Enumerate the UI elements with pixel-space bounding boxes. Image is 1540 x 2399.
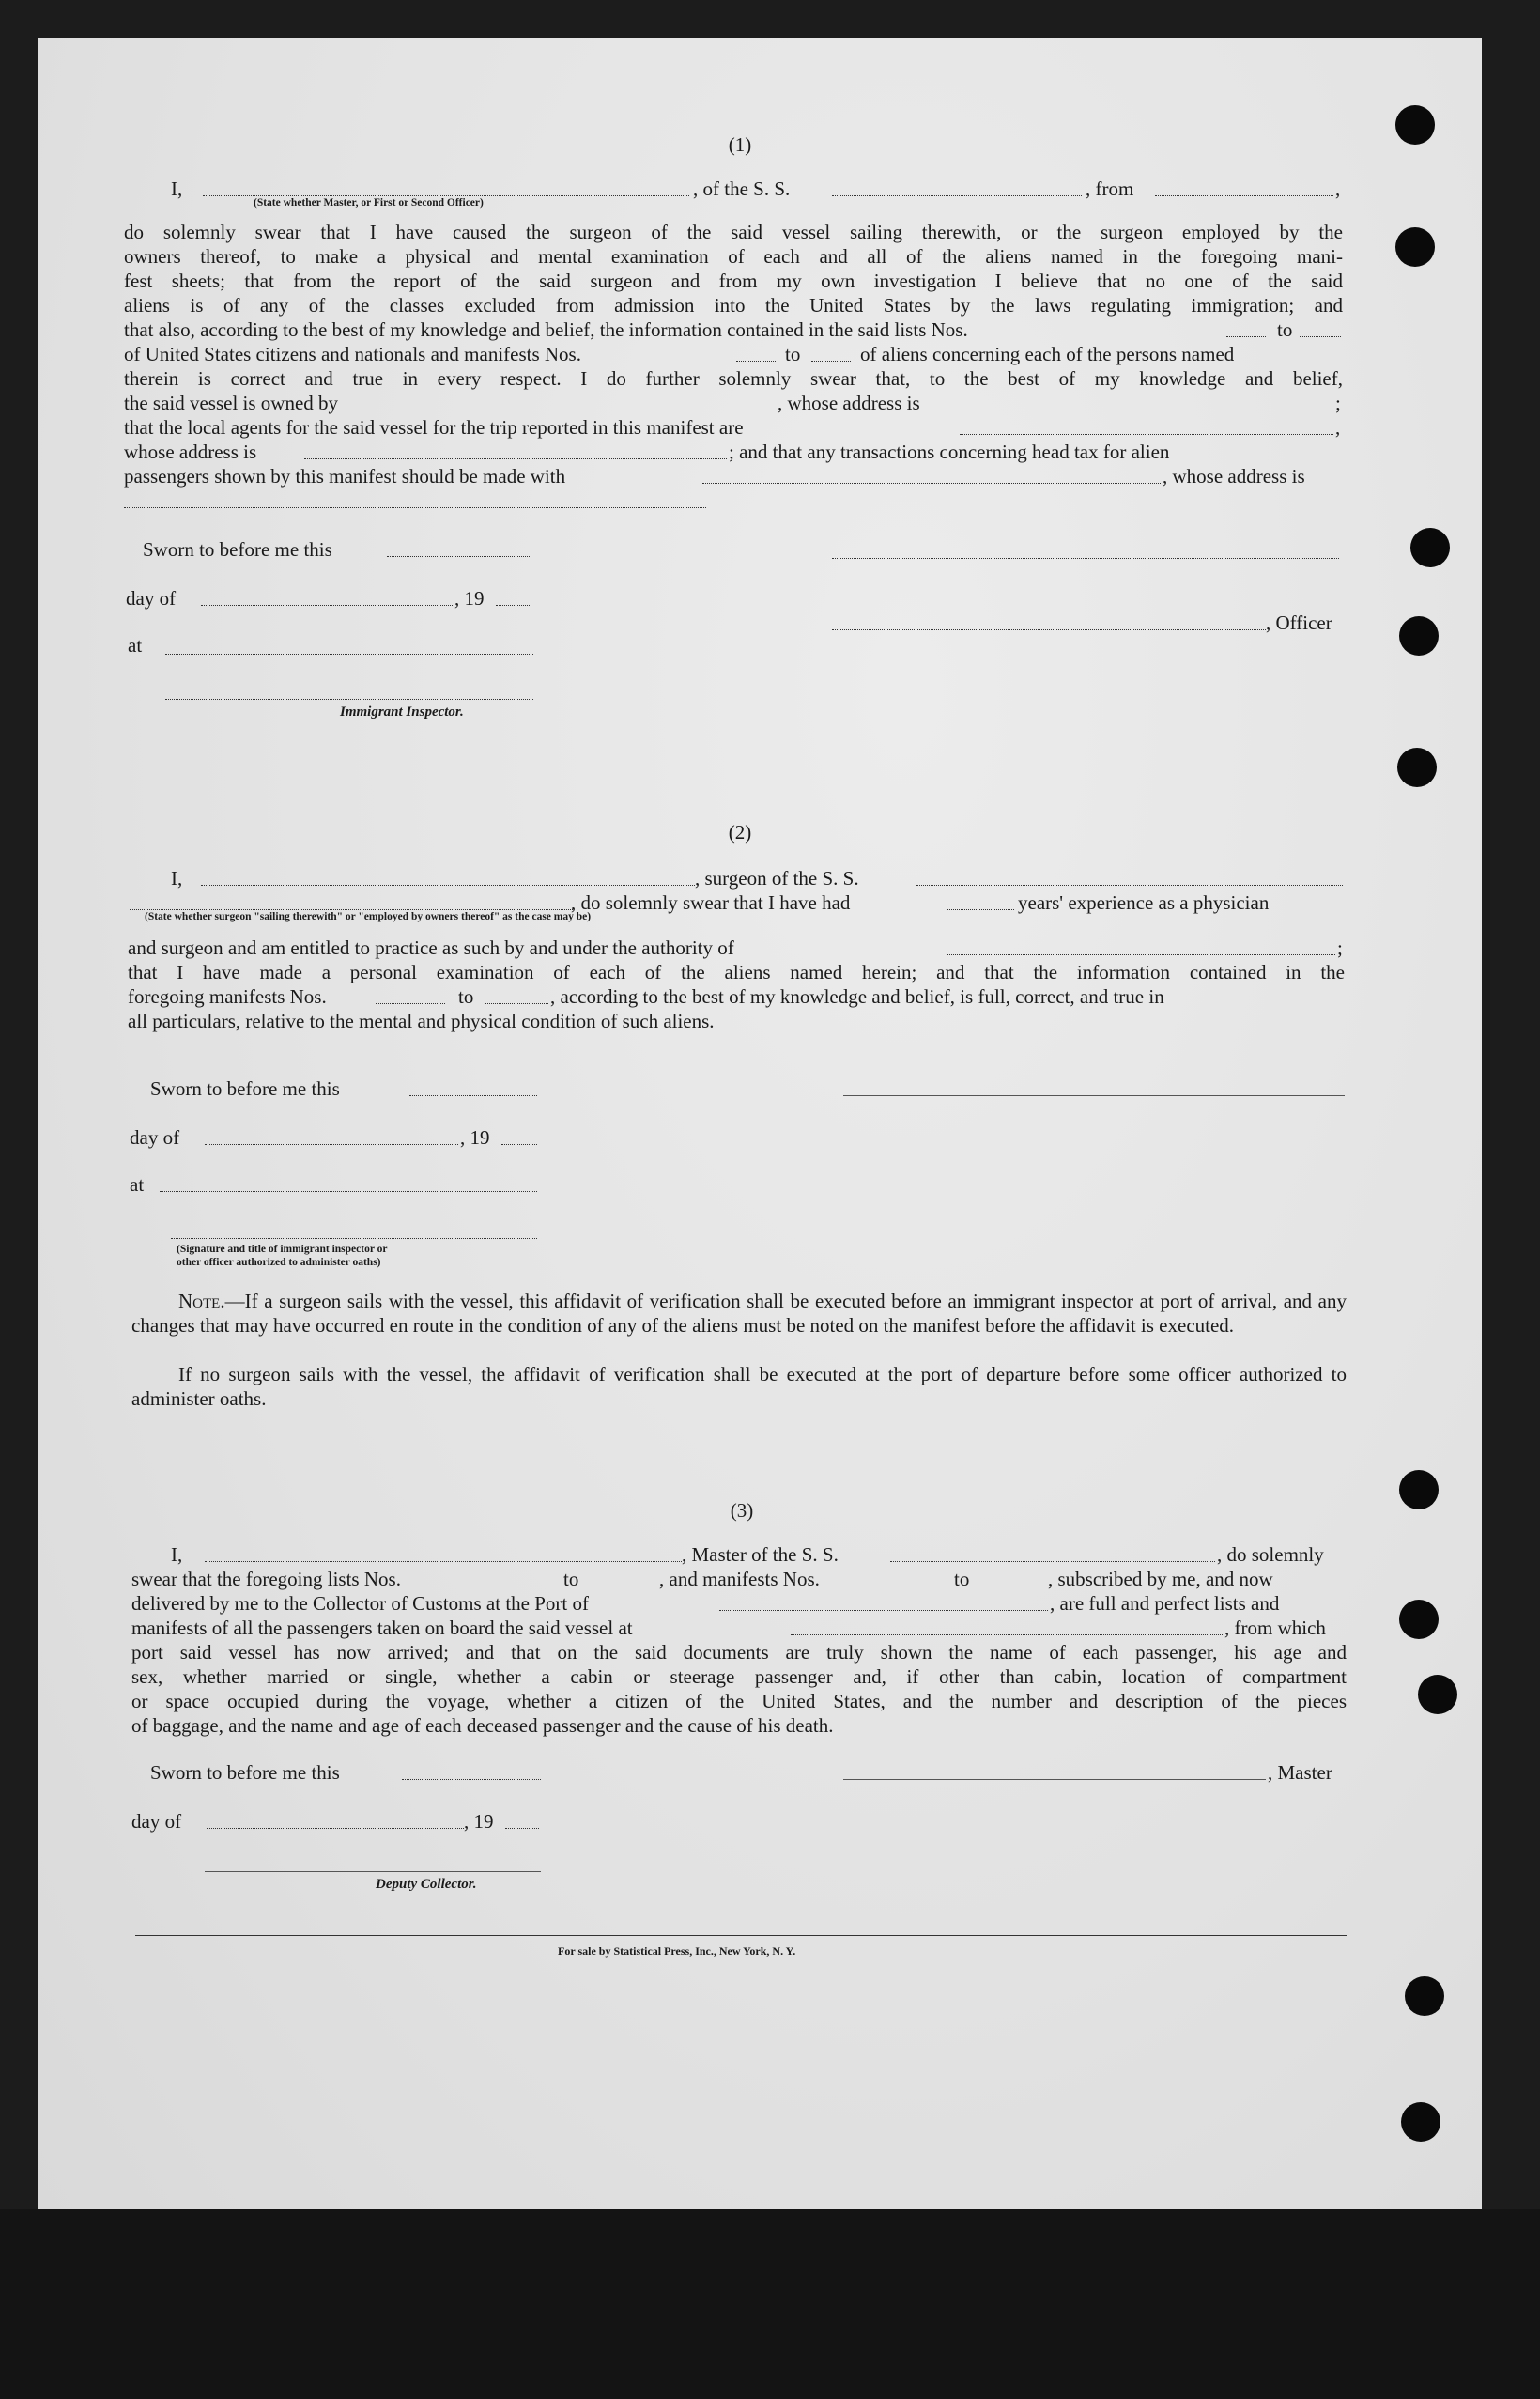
us-citizens-text: of United States citizens and nationals and manifests Nos.	[124, 343, 581, 365]
signature-note-2: other officer authorized to administer oaths)	[177, 1257, 381, 1268]
day-of-line-1[interactable]	[201, 605, 453, 606]
surgeon-status-line[interactable]	[130, 909, 573, 910]
manifests-all-text: manifests of all the passengers taken on board the said vessel at	[131, 1617, 633, 1639]
binder-hole	[1399, 616, 1439, 656]
sworn-label-3: Sworn to before me this	[150, 1761, 340, 1784]
master-of-ss-label: , Master of the S. S.	[682, 1543, 839, 1566]
surgeon-vessel-line[interactable]	[916, 885, 1343, 886]
to-label: to	[785, 343, 801, 365]
surgeon-signature-line[interactable]	[843, 1095, 1345, 1096]
lists-from-line[interactable]	[1226, 336, 1266, 337]
section-1-body	[124, 220, 1343, 317]
day-of-label-3: day of	[131, 1810, 182, 1833]
body-line: fest sheets; that from the report of the said surgeon and from my own investigation I believe that no one of the said	[124, 270, 1343, 292]
day-of-line-3[interactable]	[207, 1828, 464, 1829]
master-name-line-3[interactable]	[205, 1561, 682, 1562]
lists-to-line[interactable]	[1300, 336, 1341, 337]
binder-hole	[1397, 748, 1437, 787]
binder-hole	[1399, 1470, 1439, 1509]
binder-hole	[1418, 1675, 1457, 1714]
inspector-signature-line-2[interactable]	[171, 1238, 537, 1239]
whose-address-label-3: , whose address is	[1163, 465, 1305, 488]
do-solemnly-label: , do solemnly swear that I have had	[571, 891, 851, 914]
officer-signature-line[interactable]	[832, 629, 1266, 630]
surgeon-manifests-from-line[interactable]	[376, 1003, 445, 1004]
immigrant-inspector-label: Immigrant Inspector.	[340, 704, 464, 720]
that-i-have-text: that I have made a personal examination of each of the aliens named herein; and that the information contained in the	[128, 961, 1345, 983]
master-name-line[interactable]	[203, 195, 689, 196]
years-line[interactable]	[947, 909, 1014, 910]
footer-rule	[135, 1935, 1347, 1936]
officer-signature-line-a[interactable]	[832, 558, 1339, 559]
swear-lists-text: swear that the foregoing lists Nos.	[131, 1568, 401, 1590]
day-of-label-2: day of	[130, 1126, 180, 1149]
passengers-text: passengers shown by this manifest should be made with	[124, 465, 566, 488]
note-paragraph-2: If no surgeon sails with the vessel, the affidavit of verification shall be executed at the port of departure before some officer authorized to administer oaths.	[131, 1363, 1347, 1410]
to-label: to	[458, 985, 474, 1008]
at-label-1: at	[128, 634, 143, 657]
last-line-text: of baggage, and the name and age of each deceased passenger and the cause of his death.	[131, 1714, 834, 1737]
foregoing-text: foregoing manifests Nos.	[128, 985, 327, 1008]
sworn-label-1: Sworn to before me this	[143, 538, 332, 561]
signature-note-1: (Signature and title of immigrant inspector or	[177, 1244, 388, 1255]
at-label-2: at	[130, 1173, 145, 1196]
binder-hole	[1399, 1600, 1439, 1639]
and-manifests-label: , and manifests Nos.	[659, 1568, 820, 1590]
year-line-3[interactable]	[505, 1828, 539, 1829]
section-3-number: (3)	[730, 1499, 754, 1522]
at-line-1[interactable]	[165, 654, 533, 655]
sworn-date-line-1[interactable]	[387, 556, 531, 557]
section-3-body	[131, 1640, 1347, 1713]
agents-address-line[interactable]	[304, 458, 727, 459]
authority-line[interactable]	[947, 954, 1335, 955]
owned-by-text: the said vessel is owned by	[124, 392, 339, 414]
deputy-collector-label: Deputy Collector.	[376, 1877, 477, 1892]
section-1-number: (1)	[728, 133, 752, 156]
surgeon-manifests-to-line[interactable]	[485, 1003, 548, 1004]
of-aliens-text: of aliens concerning each of the persons named	[860, 343, 1235, 365]
manifests-from-line[interactable]	[736, 361, 776, 362]
inspector-signature-line[interactable]	[165, 699, 533, 700]
comma: ,	[1335, 416, 1341, 439]
sworn-date-line-2[interactable]	[409, 1095, 537, 1096]
whose-address-label-2: whose address is	[124, 441, 257, 463]
at-line-2[interactable]	[160, 1191, 537, 1192]
note-paragraph	[131, 1289, 1347, 1338]
from-label: , from	[1086, 178, 1134, 200]
head-tax-text: ; and that any transactions concerning head tax for alien	[729, 441, 1170, 463]
note-label: Note.	[178, 1290, 225, 1312]
year-prefix: , 19	[464, 1810, 494, 1833]
from-which-text: , from which	[1224, 1617, 1326, 1639]
from-port-line[interactable]	[1155, 195, 1333, 196]
binder-hole	[1395, 227, 1435, 267]
day-of-label-1: day of	[126, 587, 177, 610]
sworn-label-2: Sworn to before me this	[150, 1077, 340, 1100]
binder-hole	[1405, 1976, 1444, 2016]
body-line: owners thereof, to make a physical and mental examination of each and all of the aliens named in the foregoing mani-	[124, 245, 1343, 268]
to-label: to	[954, 1568, 970, 1590]
officer-label: , Officer	[1266, 611, 1332, 634]
body-line: sex, whether married or single, whether a cabin or steerage passenger and, if other than cabin, location of compartment	[131, 1665, 1347, 1688]
all-particulars-text: all particulars, relative to the mental and physical condition of such aliens.	[128, 1010, 715, 1032]
master-vessel-line[interactable]	[890, 1561, 1215, 1562]
binder-hole	[1395, 105, 1435, 145]
day-of-line-2[interactable]	[205, 1144, 458, 1145]
year-line-2[interactable]	[501, 1144, 537, 1145]
binder-hole	[1410, 528, 1450, 567]
scan-border	[0, 2209, 1540, 2399]
body-line: aliens is of any of the classes excluded from admission into the United States by the laws regulating immigration; and	[124, 294, 1343, 317]
year-line-1[interactable]	[496, 605, 531, 606]
delivered-text: delivered by me to the Collector of Customs at the Port of	[131, 1592, 589, 1615]
and-surgeon-text: and surgeon and am entitled to practice as such by and under the authority of	[128, 936, 734, 959]
binder-hole	[1401, 2102, 1440, 2142]
deputy-collector-signature-line[interactable]	[205, 1871, 541, 1872]
printer-imprint: For sale by Statistical Press, Inc., New York, N. Y.	[558, 1944, 796, 1958]
customs-port-line[interactable]	[719, 1610, 1048, 1611]
sworn-date-line-3[interactable]	[402, 1779, 541, 1780]
section-2-number: (2)	[728, 821, 752, 844]
head-tax-agent-line[interactable]	[702, 483, 1161, 484]
semicolon: ;	[1337, 936, 1343, 959]
head-tax-address-line[interactable]	[124, 507, 706, 508]
vessel-name-line[interactable]	[832, 195, 1082, 196]
surgeon-of-ss-label: , surgeon of the S. S.	[695, 867, 859, 890]
manifests-to-line[interactable]	[811, 361, 851, 362]
body-line: do solemnly swear that I have caused the surgeon of the said vessel sailing therewith, or the surgeon employed by the	[124, 221, 1343, 243]
embarkation-port-line[interactable]	[791, 1634, 1224, 1635]
to-label: to	[563, 1568, 579, 1590]
year-prefix: , 19	[454, 587, 485, 610]
year-prefix: , 19	[460, 1126, 490, 1149]
according-text: , according to the best of my knowledge and belief, is full, correct, and true in	[550, 985, 1164, 1008]
do-solemnly-label-3: , do solemnly	[1217, 1543, 1324, 1566]
surgeon-note: (State whether surgeon "sailing therewith" or "employed by owners thereof" as the case may be)	[145, 911, 592, 922]
comma: ,	[1335, 178, 1341, 200]
body-line: or space occupied during the voyage, whether a citizen of the United States, and the number and description of the pieces	[131, 1690, 1347, 1712]
section-3-i: I,	[171, 1543, 183, 1566]
note-text: —If a surgeon sails with the vessel, this affidavit of verification shall be executed before an immigrant inspector at port of arrival, and any changes that may have occurred en route in the condition of any of the aliens must be noted on the manifest before the affidavit is executed.	[131, 1290, 1347, 1337]
therein-text: therein is correct and true in every respect. I do further solemnly swear that, to the best of my knowledge and belief,	[124, 367, 1343, 390]
subscribed-text: , subscribed by me, and now	[1048, 1568, 1273, 1590]
local-agents-text: that the local agents for the said vessel for the trip reported in this manifest are	[124, 416, 744, 439]
body-line: port said vessel has now arrived; and that on the said documents are truly shown the name of each passenger, his age and	[131, 1641, 1347, 1664]
that-also-text: that also, according to the best of my knowledge and belief, the information contained in the said lists Nos.	[124, 318, 968, 341]
section-2-i: I,	[171, 867, 183, 890]
whose-address-label: , whose address is	[778, 392, 920, 414]
master-signature-line[interactable]	[843, 1779, 1266, 1780]
section-1-i: I,	[171, 178, 183, 200]
local-agents-line[interactable]	[960, 434, 1333, 435]
master-note: (State whether Master, or First or Second Officer)	[254, 197, 484, 209]
full-perfect-text: , are full and perfect lists and	[1050, 1592, 1280, 1615]
of-ss-label: , of the S. S.	[693, 178, 791, 200]
years-experience-label: years' experience as a physician	[1018, 891, 1270, 914]
master-label: , Master	[1268, 1761, 1332, 1784]
to-label: to	[1277, 318, 1293, 341]
semicolon: ;	[1335, 392, 1341, 414]
surgeon-name-line[interactable]	[201, 885, 695, 886]
